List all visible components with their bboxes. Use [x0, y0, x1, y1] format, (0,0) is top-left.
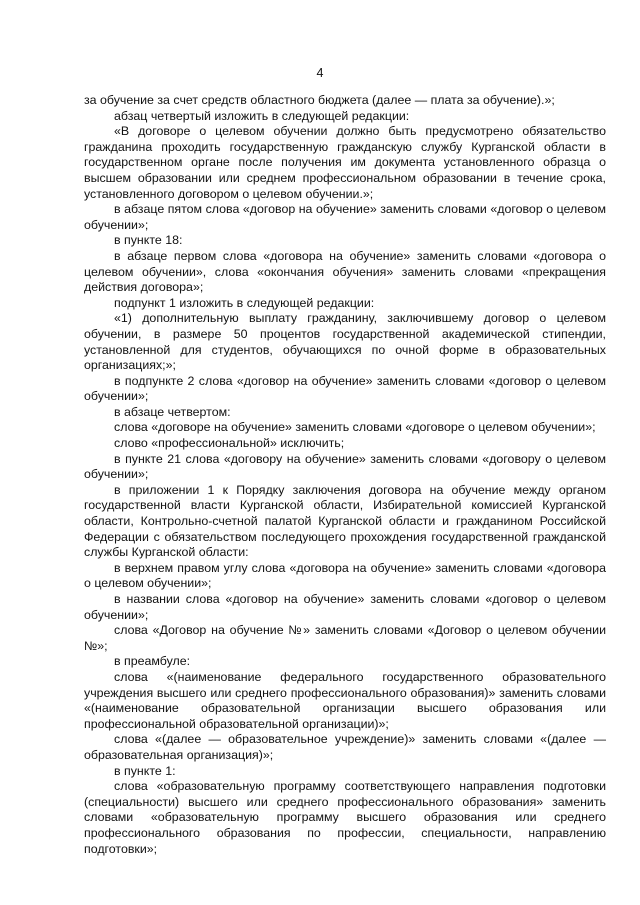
paragraph: подпункт 1 изложить в следующей редакции:: [114, 295, 375, 310]
paragraph: в пункте 18:: [114, 233, 183, 248]
paragraph: в преамбуле:: [114, 654, 191, 669]
paragraph: «1) дополнительную выплату гражданину, заключившему договор о целевом обучении, в размере 50 процентов государственной академической стипендии, установленной для студентов, обучающихся по очной форме в образовательных организациях;»;: [84, 311, 606, 373]
paragraph: в абзаце четвертом:: [114, 404, 231, 419]
paragraph: в пункте 1:: [114, 763, 176, 778]
paragraph: абзац четвертый изложить в следующей редакции:: [114, 108, 410, 123]
page-number: 4: [316, 66, 324, 80]
paragraph: в пункте 21 слова «договору на обучение» заменить словами «договору о целевом обучении»;: [84, 451, 606, 482]
paragraph: слова «образовательную программу соответствующего направления подготовки (специальности) высшего или среднего профессионального образования» заменить словами «образовательную программу высшего образования или среднего профессионального образования по профессии, специальности, направлению подготовки»;: [84, 779, 606, 856]
paragraph: в верхнем правом углу слова «договора на обучение» заменить словами «договора о целевом обучении»;: [84, 560, 606, 591]
paragraph: в приложении 1 к Порядку заключения договора на обучение между органом государственной власти Курганской области, Избирательной комиссией Курганской области, Контрольно-счетной палатой Курганской области и гражданином Российской Федерации с обязательством последующего прохождения государственной гражданской службы Курганской области:: [84, 482, 606, 560]
paragraph: в абзаце первом слова «договора на обучение» заменить словами «договора о целевом обучении», слова «окончания обучения» заменить словами «прекращения действия договора»;: [84, 248, 606, 295]
paragraph: «В договоре о целевом обучении должно быть предусмотрено обязательство гражданина проходить государственную гражданскую службу Курганской области в государственном органе после получения им документа установленного образца о высшем образовании или среднем профессиональном образовании в течение срока, установленного договором о целевом обучении.»;: [84, 124, 606, 201]
document-body: [84, 93, 606, 857]
paragraph: слово «профессиональной» исключить;: [114, 436, 345, 451]
paragraph: слова «(наименование федерального государственного образовательного учреждения высшего или среднего профессионального образования)» заменить словами «(наименование образовательной организации высшего образования или профессиональной образовательной организации)»;: [84, 669, 606, 731]
paragraph: в подпункте 2 слова «договор на обучение» заменить словами «договор о целевом обучении»;: [84, 373, 606, 404]
paragraph: за обучение за счет средств областного бюджета (далее — плата за обучение).»;: [84, 93, 555, 107]
paragraph: в названии слова «договор на обучение» заменить словами «договор о целевом обучении»;: [84, 592, 606, 622]
paragraph: слова «(далее — образовательное учреждение)» заменить словами «(далее — образовательная организация)»;: [84, 732, 606, 762]
paragraph: в абзаце пятом слова «договор на обучение» заменить словами «договор о целевом обучении»;: [84, 202, 606, 232]
paragraph: слова «договоре на обучение» заменить словами «договоре о целевом обучении»;: [114, 420, 596, 435]
paragraph: слова «Договор на обучение №» заменить словами «Договор о целевом обучении №»;: [84, 623, 606, 653]
